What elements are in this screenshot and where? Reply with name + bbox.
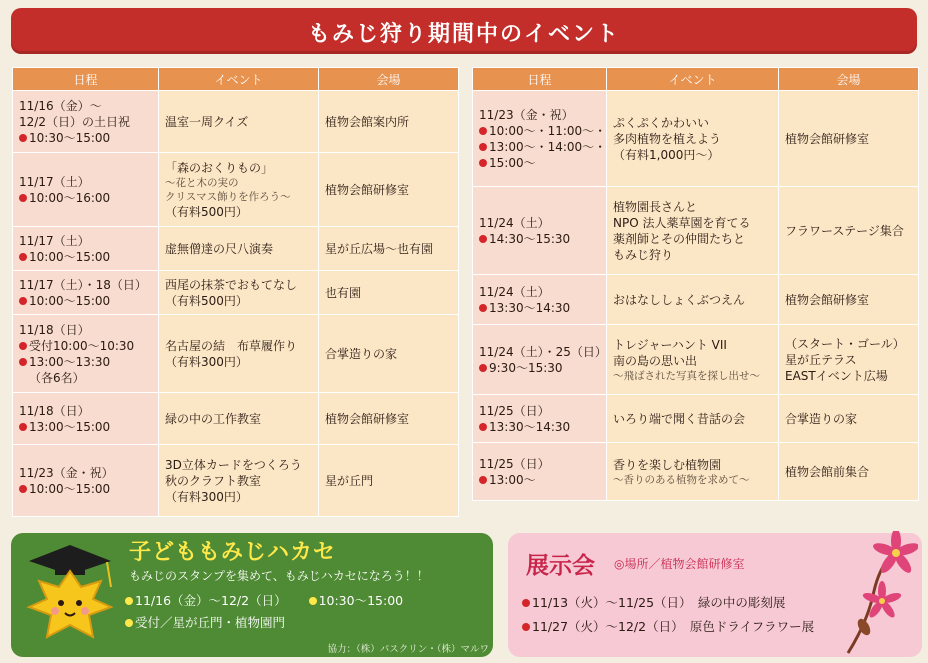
exhibit-title: 展示会 <box>526 553 595 579</box>
table-row <box>473 325 919 395</box>
cell-line: 11/18（日） <box>19 322 90 337</box>
mascot-maple-graduate-icon <box>15 537 125 647</box>
cell-line: 秋のクラフト教室 <box>165 473 262 488</box>
kids-period-row <box>125 591 403 609</box>
date-cell <box>473 91 607 187</box>
title-banner <box>11 8 917 54</box>
header-date: 日程 <box>473 68 607 91</box>
venue-cell <box>319 393 459 445</box>
pink-flower-icon <box>838 531 918 659</box>
event-subtitle: クリスマス飾りを作ろう～ <box>165 190 291 203</box>
bullet-icon <box>479 235 487 243</box>
event-cell <box>159 91 319 153</box>
venue-cell <box>319 445 459 517</box>
cell-line <box>19 481 152 497</box>
event-cell <box>159 227 319 271</box>
cell-line <box>479 360 600 376</box>
event-cell <box>159 271 319 315</box>
bullet-icon <box>309 597 317 605</box>
cell-line: 合掌造りの家 <box>785 411 858 426</box>
exhibit-period: 11/27（火）～12/2（日） <box>532 619 678 634</box>
cell-line: （有料500円） <box>165 293 248 308</box>
left-events-table <box>12 67 459 517</box>
bullet-icon <box>19 342 27 350</box>
venue-cell <box>319 315 459 393</box>
table-row <box>473 187 919 275</box>
bullet-icon <box>19 134 27 142</box>
table-row <box>13 153 459 227</box>
time-text: 9:30～15:30 <box>489 360 563 375</box>
table-row <box>473 443 919 501</box>
event-cell <box>607 187 779 275</box>
cell-line: 温室一周クイズ <box>165 114 249 129</box>
kids-reception: 受付／星が丘門・植物園門 <box>135 615 286 630</box>
cell-line: 南の島の思い出 <box>613 353 698 368</box>
cell-line <box>19 338 152 354</box>
cell-line: （有料300円） <box>165 354 248 369</box>
cell-line <box>479 419 600 435</box>
event-cell <box>159 153 319 227</box>
cell-line <box>19 130 152 146</box>
cell-line: 植物会館研修室 <box>325 182 410 197</box>
table-row <box>13 271 459 315</box>
event-cell <box>159 315 319 393</box>
venue-cell <box>779 91 919 187</box>
event-cell <box>159 445 319 517</box>
event-cell <box>607 91 779 187</box>
cell-line: 星が丘テラス <box>785 352 857 367</box>
date-cell <box>13 227 159 271</box>
cell-line <box>479 472 600 488</box>
cell-line: 植物会館研修室 <box>785 131 870 146</box>
time-text: 10:00～15:00 <box>29 293 111 308</box>
cell-line: 植物園長さんと <box>613 199 698 214</box>
cell-line <box>19 249 152 265</box>
bullet-icon <box>19 485 27 493</box>
cell-line: 11/23（金・祝） <box>479 107 574 122</box>
event-cell <box>607 325 779 395</box>
kids-program-panel <box>11 533 493 657</box>
cell-line: おはなししょくぶつえん <box>613 292 746 307</box>
bullet-icon <box>19 194 27 202</box>
date-cell <box>13 445 159 517</box>
kids-cooperation: 協力：（株）パスクリン・（株）マルワ <box>327 644 489 655</box>
cell-line <box>479 155 600 171</box>
kids-reception-row <box>125 613 285 631</box>
time-text: 15:00～ <box>489 155 536 170</box>
cell-line: 「森のおくりもの」 <box>165 160 274 175</box>
cell-line <box>19 293 152 309</box>
bullet-icon <box>522 599 530 607</box>
event-subtitle: ～香りのある植物を求めて～ <box>613 473 750 486</box>
cell-line: 11/23（金・祝） <box>19 465 114 480</box>
exhibit-name: 原色ドライフラワー展 <box>689 619 815 634</box>
cell-line: 12/2（日）の土日祝 <box>19 114 130 129</box>
cell-line <box>19 354 152 370</box>
cell-line: （スタート・ゴール） <box>785 336 905 351</box>
bullet-icon <box>522 623 530 631</box>
event-cell <box>607 395 779 443</box>
right-events-table <box>472 67 919 501</box>
cell-line: 植物会館研修室 <box>325 411 410 426</box>
cell-line: 11/18（日） <box>19 403 90 418</box>
cell-line: 虚無僧達の尺八演奏 <box>165 241 274 256</box>
date-cell <box>13 271 159 315</box>
cell-line: NPO 法人薬草園を育てる <box>613 215 751 230</box>
cell-line: 緑の中の工作教室 <box>165 411 262 426</box>
cell-line: 植物会館研修室 <box>785 292 870 307</box>
event-cell <box>607 443 779 501</box>
time-text: 10:00～16:00 <box>29 190 111 205</box>
venue-cell <box>779 275 919 325</box>
time-note: （各6名） <box>29 370 85 385</box>
cell-line: 11/25（日） <box>479 456 550 471</box>
cell-line <box>19 419 152 435</box>
time-text: 13:00～15:00 <box>29 419 111 434</box>
cell-line: 星が丘門 <box>325 473 374 488</box>
cell-line: （有料1,000円～） <box>613 147 720 162</box>
cell-line: 香りを楽しむ植物園 <box>613 457 722 472</box>
table-row <box>473 91 919 187</box>
cell-line: 11/24（土） <box>479 284 550 299</box>
bullet-icon <box>479 364 487 372</box>
venue-cell <box>779 187 919 275</box>
bullet-icon <box>479 159 487 167</box>
exhibit-item <box>522 617 814 635</box>
kids-period: 11/16（金）～12/2（日） <box>135 593 287 608</box>
time-text: 受付10:00～10:30 <box>29 338 135 353</box>
table-row <box>13 227 459 271</box>
bullet-icon <box>479 304 487 312</box>
exhibit-place: ◎場所／植物会館研修室 <box>614 557 745 571</box>
venue-cell <box>779 395 919 443</box>
kids-title: 子どももみじハカセ <box>129 540 337 565</box>
page-title: もみじ狩り期間中のイベント <box>307 22 620 47</box>
cell-line: （有料500円） <box>165 204 248 219</box>
venue-cell <box>779 443 919 501</box>
date-cell <box>13 393 159 445</box>
time-text: 14:30～15:30 <box>489 231 571 246</box>
time-text: 13:00～13:30 <box>29 354 111 369</box>
venue-cell <box>319 271 459 315</box>
bullet-icon <box>479 143 487 151</box>
cell-line: 11/17（土） <box>19 174 90 189</box>
table-row <box>473 395 919 443</box>
bullet-icon <box>125 619 133 627</box>
exhibit-item <box>522 593 785 611</box>
cell-line <box>19 190 152 206</box>
time-text: 13:30～14:30 <box>489 300 571 315</box>
cell-line: 3D立体カードをつくろう <box>165 457 302 472</box>
cell-line: （有料300円） <box>165 489 248 504</box>
header-date: 日程 <box>13 68 159 91</box>
date-cell <box>473 187 607 275</box>
bullet-icon <box>479 423 487 431</box>
event-subtitle: ～花と木の実の <box>165 176 239 189</box>
time-text: 13:00～・14:00～・ <box>489 139 607 154</box>
cell-line: EASTイベント広場 <box>785 368 888 383</box>
bullet-icon <box>479 476 487 484</box>
date-cell <box>13 153 159 227</box>
bullet-icon <box>19 297 27 305</box>
table-row <box>13 315 459 393</box>
date-cell <box>473 395 607 443</box>
cell-line: 11/24（土）・25（日） <box>479 344 607 359</box>
table-row <box>13 393 459 445</box>
kids-hours: 10:30～15:00 <box>318 593 404 608</box>
cell-line: 11/24（土） <box>479 215 550 230</box>
cell-line: 合掌造りの家 <box>325 346 398 361</box>
date-cell <box>13 91 159 153</box>
time-text: 10:00～15:00 <box>29 249 111 264</box>
bullet-icon <box>19 423 27 431</box>
header-venue: 会場 <box>319 68 459 91</box>
cell-line <box>479 300 600 316</box>
bullet-icon <box>19 358 27 366</box>
cell-line: 植物会館案内所 <box>325 114 410 129</box>
time-text: 10:30～15:00 <box>29 130 111 145</box>
venue-cell <box>779 325 919 395</box>
date-cell <box>473 325 607 395</box>
cell-line: 11/17（土） <box>19 233 90 248</box>
cell-line: 11/17（土）・18（日） <box>19 277 147 292</box>
cell-line: 名古屋の結 布草履作り <box>165 338 298 353</box>
cell-line: 薬剤師とその仲間たちと <box>613 231 746 246</box>
cell-line: 11/16（金）～ <box>19 98 102 113</box>
cell-line: もみじ狩り <box>613 247 674 262</box>
bullet-icon <box>125 597 133 605</box>
event-cell <box>159 393 319 445</box>
time-text: 10:00～・11:00～・ <box>489 123 607 138</box>
cell-line: トレジャーハント VII <box>613 337 727 352</box>
cell-line <box>479 231 600 247</box>
cell-line: 也有園 <box>325 285 362 300</box>
cell-line: ぷくぷくかわいい <box>613 115 710 130</box>
exhibit-period: 11/13（火）～11/25（日） <box>532 595 686 610</box>
cell-line <box>479 139 607 155</box>
exhibit-name: 緑の中の彫刻展 <box>697 595 786 610</box>
date-cell <box>13 315 159 393</box>
table-row <box>13 91 459 153</box>
time-text: 13:30～14:30 <box>489 419 571 434</box>
cell-line: いろり端で聞く昔話の会 <box>613 411 746 426</box>
event-subtitle: ～飛ばされた写真を探し出せ～ <box>613 369 760 382</box>
header-event: イベント <box>159 68 319 91</box>
table-row <box>473 275 919 325</box>
date-cell <box>473 443 607 501</box>
header-event: イベント <box>607 68 779 91</box>
cell-line: フラワーステージ集合 <box>785 223 904 238</box>
cell-line: 多肉植物を植えよう <box>613 131 722 146</box>
bullet-icon <box>479 127 487 135</box>
cell-line: 11/25（日） <box>479 403 550 418</box>
venue-cell <box>319 153 459 227</box>
kids-lead: もみじのスタンプを集めて、もみじハカセになろう！！ <box>129 569 429 583</box>
header-venue: 会場 <box>779 68 919 91</box>
exhibition-panel <box>508 533 922 657</box>
event-cell <box>607 275 779 325</box>
cell-line <box>479 123 607 139</box>
time-text: 10:00～15:00 <box>29 481 111 496</box>
date-cell <box>473 275 607 325</box>
time-text: 13:00～ <box>489 472 536 487</box>
venue-cell <box>319 91 459 153</box>
cell-line: 星が丘広場～也有園 <box>325 241 434 256</box>
venue-cell <box>319 227 459 271</box>
bullet-icon <box>19 253 27 261</box>
cell-line: 西尾の抹茶でおもてなし <box>165 277 298 292</box>
cell-line: 植物会館前集合 <box>785 464 870 479</box>
table-row <box>13 445 459 517</box>
